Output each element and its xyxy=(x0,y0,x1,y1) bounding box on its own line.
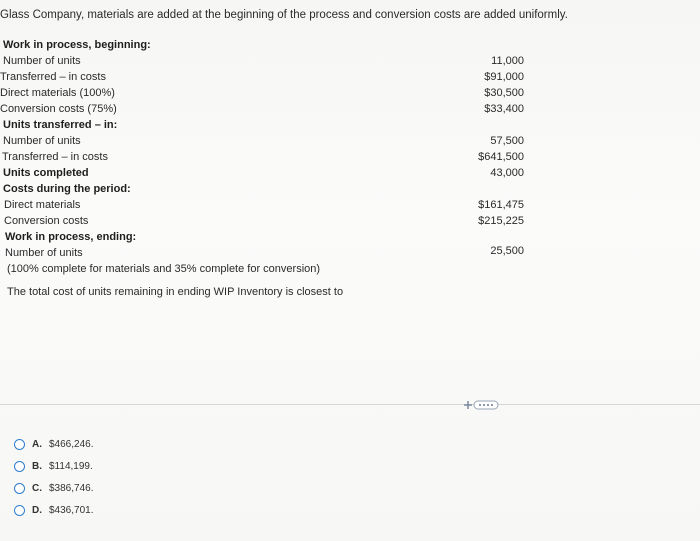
period-materials-label: Direct materials xyxy=(4,199,81,211)
option-letter: B. xyxy=(32,460,42,472)
option-text: $114,199. xyxy=(49,460,93,472)
option-text: $466,246. xyxy=(49,438,94,450)
beginning-transferred-in-label: Transferred – in costs xyxy=(0,71,106,83)
option-text: $436,701. xyxy=(49,504,94,516)
option-letter: A. xyxy=(32,438,42,450)
answer-option-b[interactable] xyxy=(14,459,93,473)
option-letter: D. xyxy=(32,504,42,516)
ending-units-value: 25,500 xyxy=(490,245,524,257)
beginning-conversion-label: Conversion costs (75%) xyxy=(0,103,117,115)
answer-option-d[interactable] xyxy=(14,503,94,517)
beginning-materials-label: Direct materials (100%) xyxy=(0,87,115,99)
beginning-conversion-value: $33,400 xyxy=(484,103,524,115)
radio-c[interactable] xyxy=(14,483,25,494)
transferred-units-label: Number of units xyxy=(3,135,81,147)
transferred-costs-value: $641,500 xyxy=(478,151,524,163)
wip-beginning-heading: Work in process, beginning: xyxy=(3,39,151,51)
answer-option-a[interactable] xyxy=(14,437,94,451)
period-materials-value: $161,475 xyxy=(478,199,524,211)
wip-ending-heading: Work in process, ending: xyxy=(5,231,137,243)
beginning-units-label: Number of units xyxy=(3,55,81,67)
transferred-costs-label: Transferred – in costs xyxy=(2,151,108,163)
beginning-units-value: 11,000 xyxy=(491,55,524,67)
period-conversion-label: Conversion costs xyxy=(4,215,89,227)
question-text: The total cost of units remaining in ending WIP Inventory is closest to xyxy=(7,286,344,298)
units-transferred-in-heading: Units transferred – in: xyxy=(3,119,118,131)
period-conversion-value: $215,225 xyxy=(478,215,524,227)
transferred-units-value: 57,500 xyxy=(490,135,524,147)
answer-option-c[interactable] xyxy=(14,481,94,495)
radio-d[interactable] xyxy=(14,505,25,516)
radio-b[interactable] xyxy=(14,461,25,472)
period-costs-heading: Costs during the period: xyxy=(3,183,131,195)
beginning-transferred-in-value: $91,000 xyxy=(484,71,524,83)
ending-completion-note: (100% complete for materials and 35% complete for conversion) xyxy=(7,263,321,275)
option-letter: C. xyxy=(32,482,42,494)
divider xyxy=(0,404,700,405)
ending-units-label: Number of units xyxy=(5,247,83,259)
beginning-materials-value: $30,500 xyxy=(484,87,524,99)
units-completed-label: Units completed xyxy=(3,167,89,179)
units-completed-value: 43,000 xyxy=(490,167,524,179)
option-text: $386,746. xyxy=(49,482,94,494)
radio-a[interactable] xyxy=(14,439,25,450)
problem-intro: Glass Company, materials are added at the beginning of the process and conversion costs are added uniformly. xyxy=(0,9,568,21)
more-options-icon[interactable] xyxy=(462,398,502,412)
